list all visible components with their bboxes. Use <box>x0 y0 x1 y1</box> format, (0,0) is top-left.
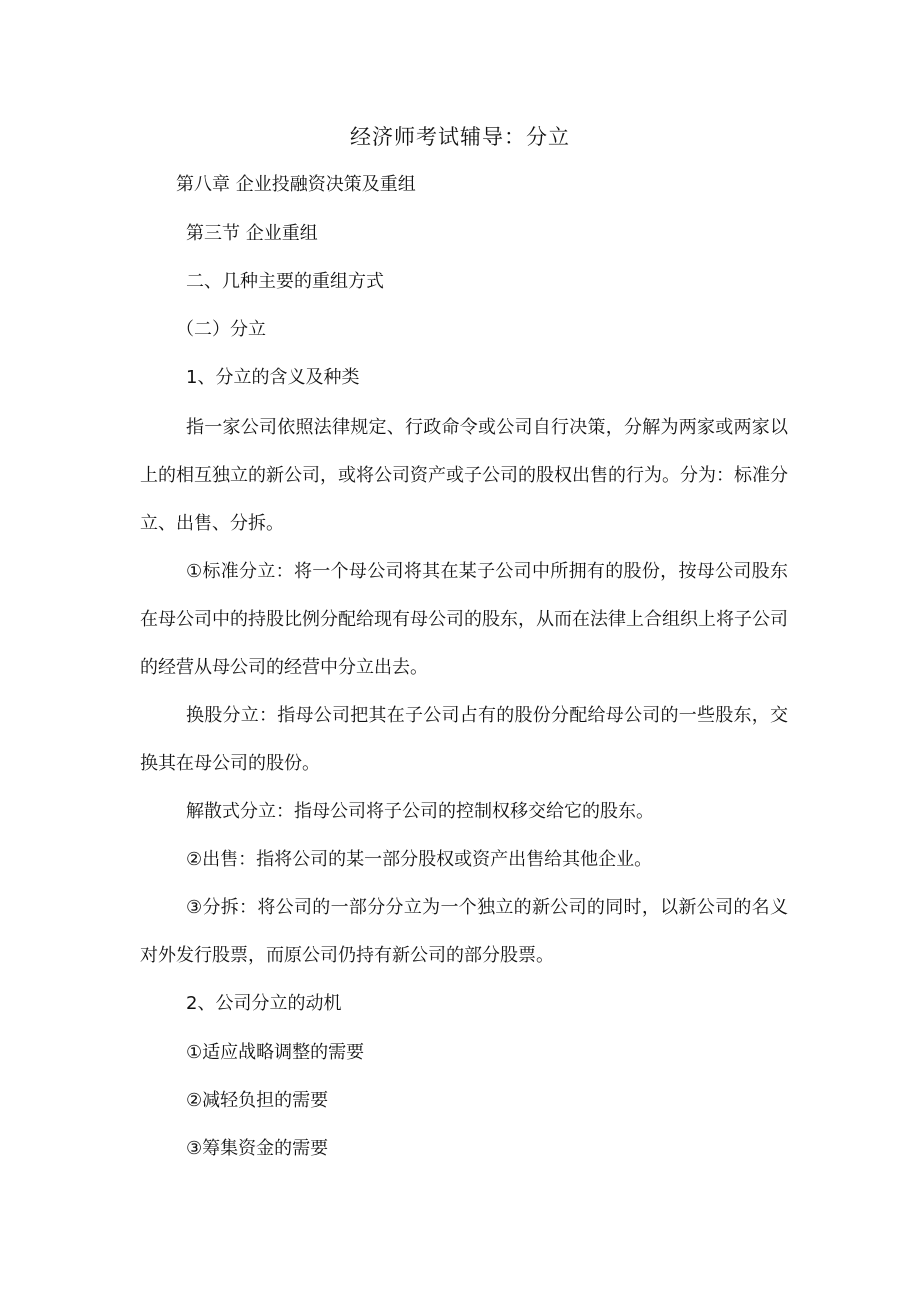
motive-3: ③筹集资金的需要 <box>186 1138 329 1159</box>
spinoff-paragraph: ③分拆：将公司的一部分分立为一个独立的新公司的同时，以新公司的名义对外发行股票，而原公司仍持有新公司的部分股票。 <box>140 897 788 966</box>
item-1-heading: 1、分立的含义及种类 <box>186 367 360 388</box>
subheading: （二）分立 <box>176 319 266 340</box>
heading-level-2: 二、几种主要的重组方式 <box>186 271 384 292</box>
standard-split-paragraph: ①标准分立：将一个母公司将其在某子公司中所拥有的股份，按母公司股东在母公司中的持股比例分配给现有母公司的股东，从而在法律上合组织上将子公司的经营从母公司的经营中分立出去。 <box>140 561 788 678</box>
definition-paragraph: 指一家公司依照法律规定、行政命令或公司自行决策，分解为两家或两家以上的相互独立的新公司，或将公司资产或子公司的股权出售的行为。分为：标准分立、出售、分拆。 <box>140 417 788 534</box>
motive-2: ②减轻负担的需要 <box>186 1090 329 1111</box>
item-2-heading: 2、公司分立的动机 <box>186 993 342 1014</box>
motive-1: ①适应战略调整的需要 <box>186 1042 365 1063</box>
chapter-heading: 第八章 企业投融资决策及重组 <box>176 174 416 195</box>
section-heading: 第三节 企业重组 <box>186 223 318 244</box>
document-title: 经济师考试辅导：分立 <box>350 125 570 149</box>
exchange-split-paragraph: 换股分立：指母公司把其在子公司占有的股份分配给母公司的一些股东，交换其在母公司的股份。 <box>140 705 788 774</box>
sale-paragraph: ②出售：指将公司的某一部分股权或资产出售给其他企业。 <box>186 849 653 870</box>
dissolution-split-paragraph: 解散式分立：指母公司将子公司的控制权移交给它的股东。 <box>186 801 654 822</box>
